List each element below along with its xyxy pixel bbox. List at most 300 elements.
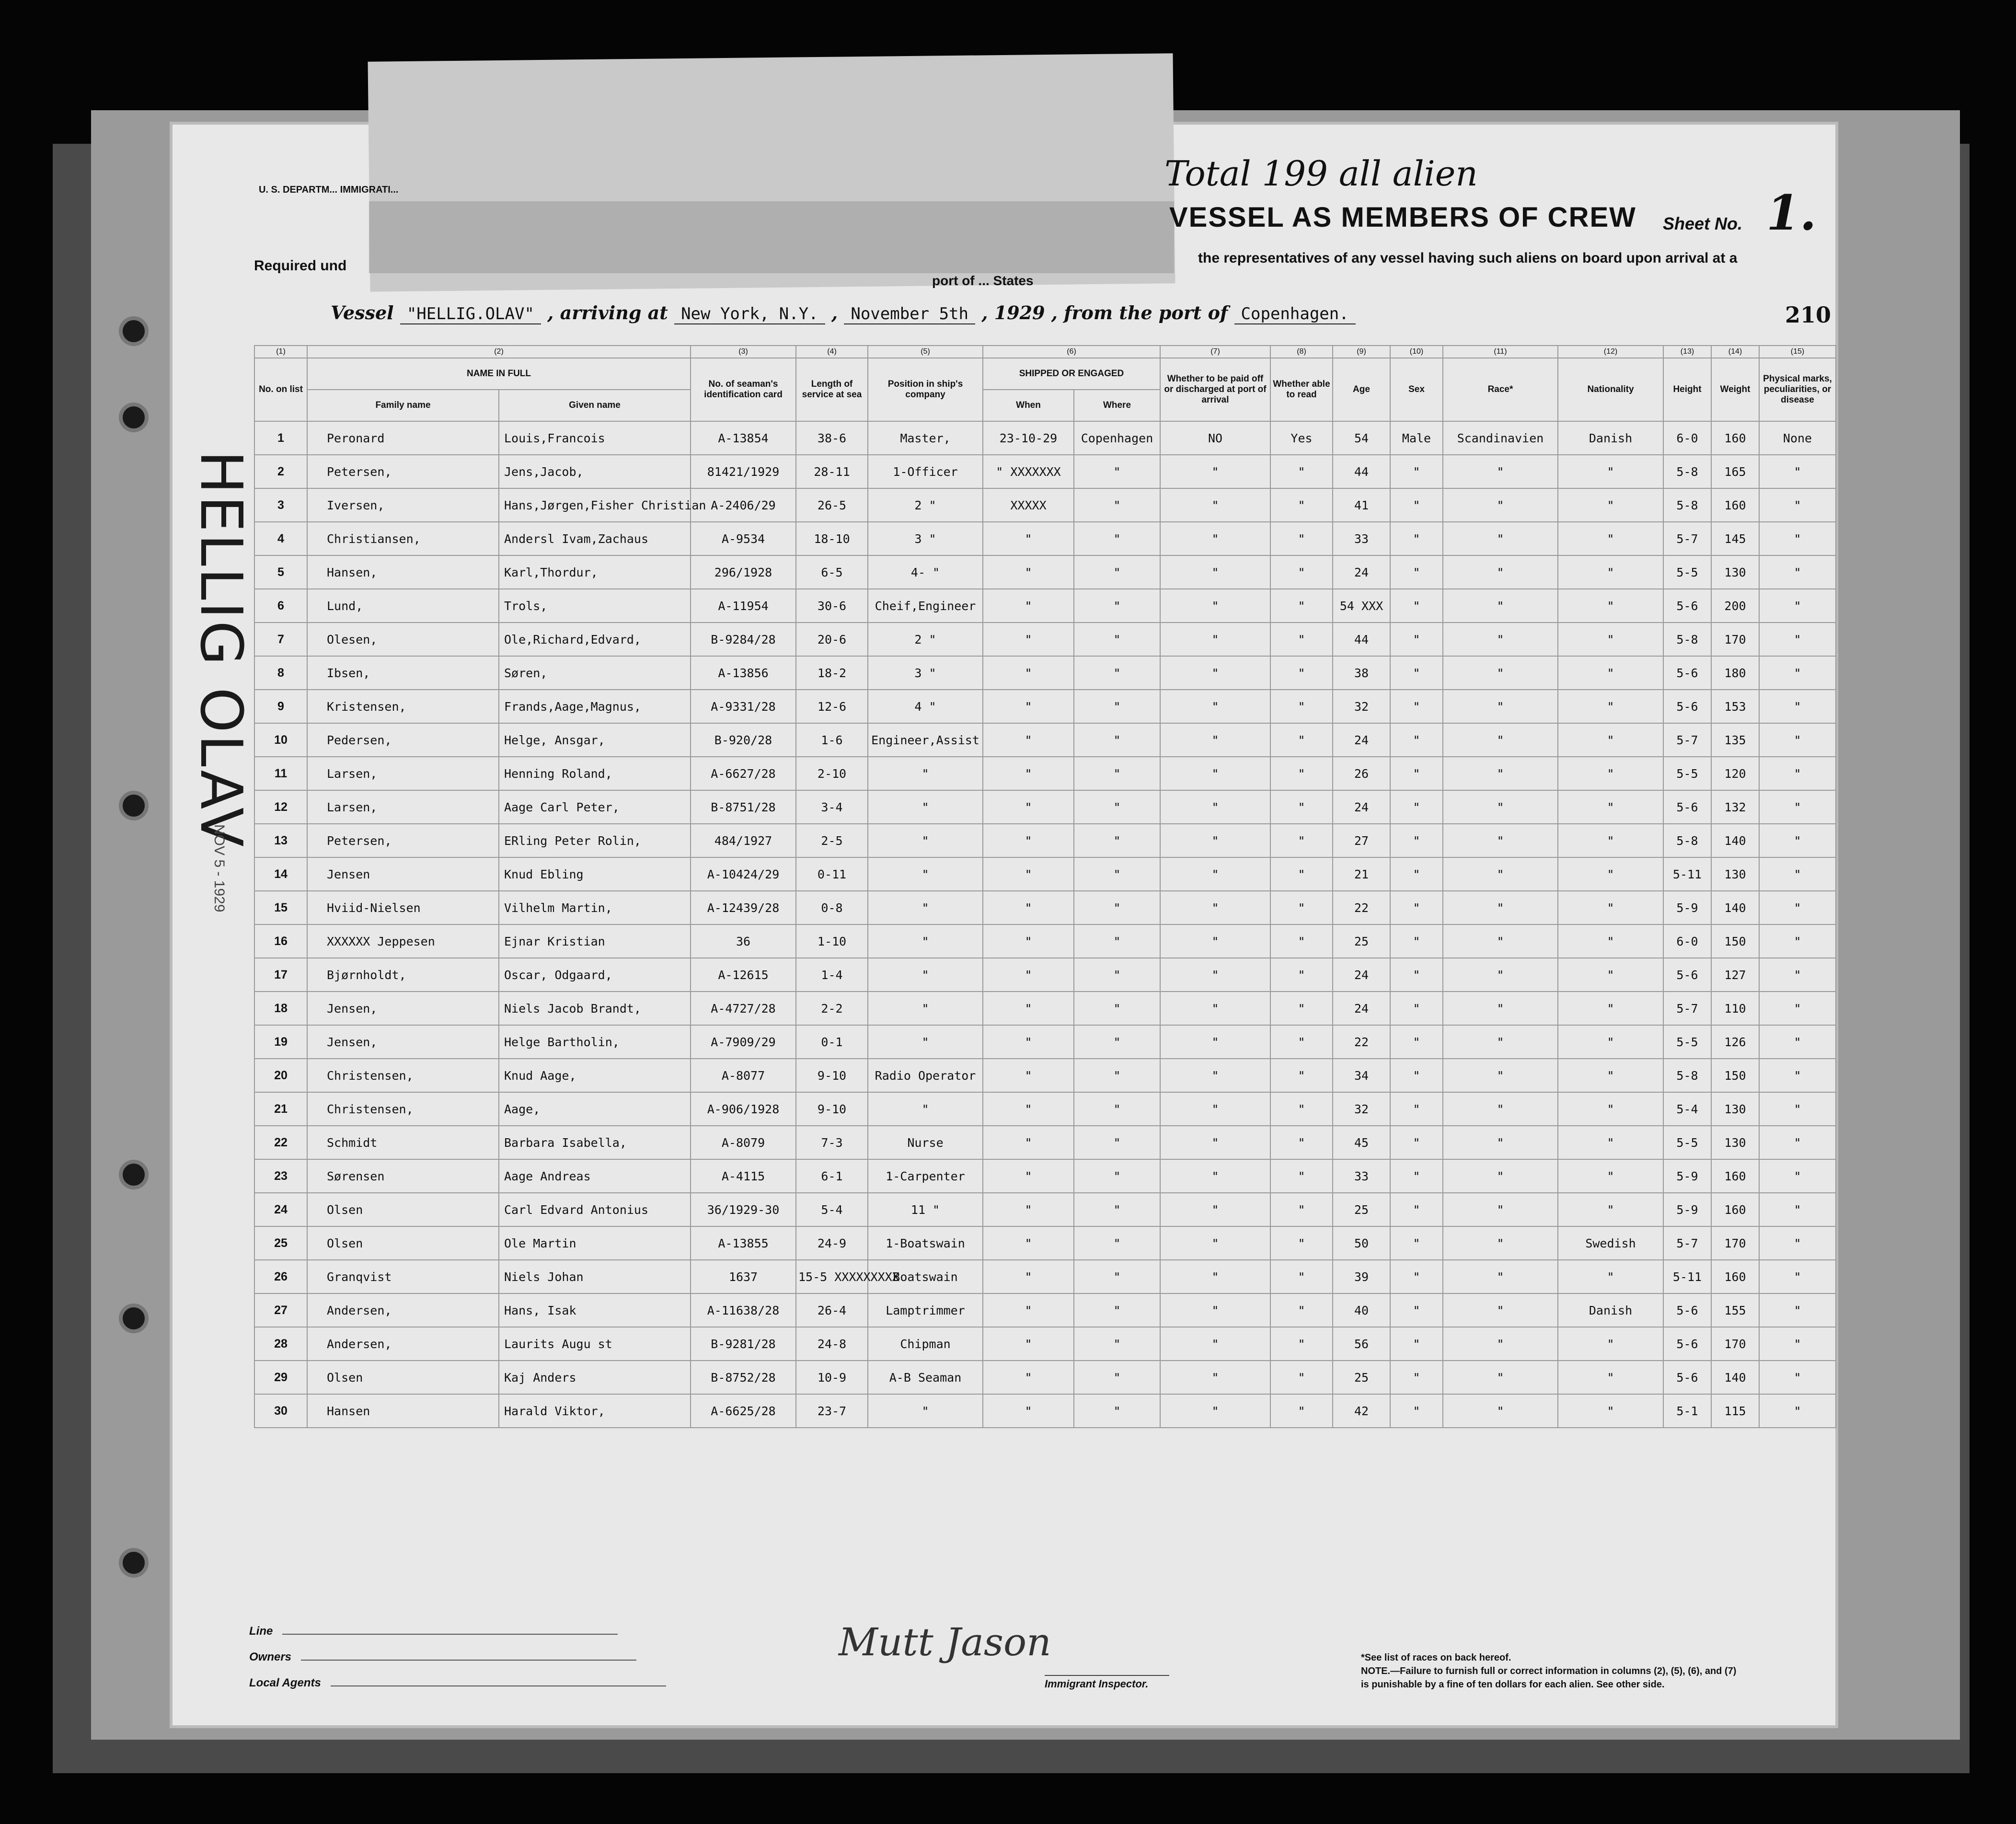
paid-off-cell: " (1160, 623, 1270, 656)
weight-cell: 165 (1711, 455, 1759, 488)
able-to-read-cell: " (1270, 790, 1333, 824)
position-cell: " (868, 1092, 983, 1126)
family-name-cell: Petersen, (307, 824, 499, 857)
service-length-cell: 1-6 (796, 723, 868, 757)
line-underline (282, 1634, 618, 1635)
header-length-service: Length of service at sea (796, 358, 868, 421)
service-length-cell: 23-7 (796, 1394, 868, 1428)
paid-off-cell: " (1160, 1226, 1270, 1260)
height-cell: 5-5 (1663, 757, 1711, 790)
colnum: (11) (1443, 346, 1558, 358)
nationality-cell: " (1558, 891, 1663, 924)
row-number-cell: 10 (254, 723, 307, 757)
nationality-cell: " (1558, 824, 1663, 857)
row-number-cell: 3 (254, 488, 307, 522)
shipped-when-cell: XXXXX (983, 488, 1074, 522)
table-row (254, 924, 1836, 958)
header-height: Height (1663, 358, 1711, 421)
shipped-where-cell: " (1074, 723, 1160, 757)
physical-marks-cell: " (1759, 857, 1836, 891)
race-cell: " (1443, 690, 1558, 723)
physical-marks-cell: " (1759, 992, 1836, 1025)
sheet-number (1663, 185, 1816, 241)
binder-hole (119, 791, 149, 820)
id-card-cell: A-8079 (691, 1126, 796, 1159)
shipped-when-cell: " (983, 522, 1074, 555)
able-to-read-cell: " (1270, 1092, 1333, 1126)
colnum: (4) (796, 346, 868, 358)
weight-cell: 153 (1711, 690, 1759, 723)
nationality-cell: " (1558, 690, 1663, 723)
sex-cell: " (1390, 555, 1443, 589)
service-length-cell: 2-5 (796, 824, 868, 857)
position-cell: " (868, 757, 983, 790)
race-cell: " (1443, 1126, 1558, 1159)
race-cell: " (1443, 1059, 1558, 1092)
able-to-read-cell: " (1270, 1226, 1333, 1260)
sheet-no-value: 1. (1766, 185, 1817, 241)
colnum: (3) (691, 346, 796, 358)
table-row (254, 1059, 1836, 1092)
footer-fields (249, 1625, 666, 1702)
line-label: Line (249, 1625, 273, 1638)
race-cell: " (1443, 555, 1558, 589)
handwritten-vessel-name: HELLIG OLAV (187, 450, 254, 849)
sex-cell: " (1390, 857, 1443, 891)
paid-off-cell: " (1160, 1293, 1270, 1327)
header-age: Age (1333, 358, 1390, 421)
binder-hole (119, 316, 149, 346)
age-cell: 45 (1333, 1126, 1390, 1159)
shipped-where-cell: " (1074, 1159, 1160, 1193)
height-cell: 5-5 (1663, 1126, 1711, 1159)
paid-off-cell: " (1160, 757, 1270, 790)
race-cell: " (1443, 1159, 1558, 1193)
header-when: When (983, 390, 1074, 421)
position-cell: 2 " (868, 488, 983, 522)
height-cell: 5-8 (1663, 488, 1711, 522)
id-card-cell: 1637 (691, 1260, 796, 1293)
physical-marks-cell: " (1759, 589, 1836, 623)
id-card-cell: A-12439/28 (691, 891, 796, 924)
weight-cell: 130 (1711, 1092, 1759, 1126)
table-row (254, 1260, 1836, 1293)
physical-marks-cell: " (1759, 1293, 1836, 1327)
family-name-cell: Sørensen (307, 1159, 499, 1193)
family-name-cell: Petersen, (307, 455, 499, 488)
binder-hole (119, 1548, 149, 1578)
row-number-cell: 14 (254, 857, 307, 891)
age-cell: 24 (1333, 555, 1390, 589)
service-length-cell: 20-6 (796, 623, 868, 656)
nationality-cell: " (1558, 958, 1663, 992)
physical-marks-cell: " (1759, 757, 1836, 790)
physical-marks-cell: " (1759, 555, 1836, 589)
shipped-where-cell: " (1074, 1193, 1160, 1226)
id-card-cell: A-12615 (691, 958, 796, 992)
race-cell: " (1443, 891, 1558, 924)
shipped-where-cell: " (1074, 824, 1160, 857)
service-length-cell: 5-4 (796, 1193, 868, 1226)
able-to-read-cell: " (1270, 857, 1333, 891)
shipped-where-cell: " (1074, 488, 1160, 522)
given-name-cell: Ejnar Kristian (499, 924, 691, 958)
header-shipped: SHIPPED OR ENGAGED (983, 358, 1160, 390)
physical-marks-cell: " (1759, 1159, 1836, 1193)
sex-cell: " (1390, 1025, 1443, 1059)
position-cell: 1-Officer (868, 455, 983, 488)
height-cell: 5-9 (1663, 1193, 1711, 1226)
footer-line-field (249, 1625, 666, 1638)
table-row (254, 824, 1836, 857)
race-cell: " (1443, 1092, 1558, 1126)
height-cell: 5-11 (1663, 1260, 1711, 1293)
age-cell: 25 (1333, 924, 1390, 958)
shipped-where-cell: " (1074, 891, 1160, 924)
nationality-cell: " (1558, 1361, 1663, 1394)
header-weight: Weight (1711, 358, 1759, 421)
height-cell: 5-7 (1663, 1226, 1711, 1260)
given-name-cell: Knud Ebling (499, 857, 691, 891)
table-row (254, 555, 1836, 589)
paid-off-cell: " (1160, 891, 1270, 924)
service-length-cell: 18-10 (796, 522, 868, 555)
physical-marks-cell: None (1759, 421, 1836, 455)
race-cell: " (1443, 1193, 1558, 1226)
shipped-where-cell: " (1074, 757, 1160, 790)
given-name-cell: Aage Carl Peter, (499, 790, 691, 824)
weight-cell: 170 (1711, 1226, 1759, 1260)
row-number-cell: 16 (254, 924, 307, 958)
from-label: , from the port of (1051, 302, 1228, 323)
service-length-cell: 9-10 (796, 1092, 868, 1126)
row-number-cell: 27 (254, 1293, 307, 1327)
crew-table (254, 345, 1836, 1428)
given-name-cell: Jens,Jacob, (499, 455, 691, 488)
physical-marks-cell: " (1759, 723, 1836, 757)
age-cell: 39 (1333, 1260, 1390, 1293)
paid-off-cell: " (1160, 1193, 1270, 1226)
given-name-cell: Karl,Thordur, (499, 555, 691, 589)
physical-marks-cell: " (1759, 1361, 1836, 1394)
service-length-cell: 0-11 (796, 857, 868, 891)
age-cell: 54 (1333, 421, 1390, 455)
sex-cell: " (1390, 924, 1443, 958)
given-name-cell: Niels Johan (499, 1260, 691, 1293)
table-row (254, 958, 1836, 992)
weight-cell: 150 (1711, 924, 1759, 958)
service-length-cell: 6-5 (796, 555, 868, 589)
able-to-read-cell: " (1270, 1059, 1333, 1092)
row-number-cell: 28 (254, 1327, 307, 1361)
sex-cell: " (1390, 1159, 1443, 1193)
given-name-cell: Frands,Aage,Magnus, (499, 690, 691, 723)
family-name-cell: Christensen, (307, 1059, 499, 1092)
required-text-2: the representatives of any vessel having such aliens on board upon arrival at a (1198, 250, 1738, 266)
given-name-cell: Søren, (499, 656, 691, 690)
age-cell: 54 XXX (1333, 589, 1390, 623)
id-card-cell: A-11638/28 (691, 1293, 796, 1327)
given-name-cell: Kaj Anders (499, 1361, 691, 1394)
weight-cell: 200 (1711, 589, 1759, 623)
able-to-read-cell: Yes (1270, 421, 1333, 455)
id-card-cell: A-8077 (691, 1059, 796, 1092)
weight-cell: 130 (1711, 1126, 1759, 1159)
from-port: Copenhagen. (1234, 304, 1356, 324)
weight-cell: 145 (1711, 522, 1759, 555)
service-length-cell: 3-4 (796, 790, 868, 824)
shipped-where-cell: " (1074, 1092, 1160, 1126)
nationality-cell: " (1558, 924, 1663, 958)
position-cell: 3 " (868, 656, 983, 690)
row-number-cell: 4 (254, 522, 307, 555)
nationality-cell: " (1558, 1394, 1663, 1428)
id-card-cell: A-7909/29 (691, 1025, 796, 1059)
position-cell: " (868, 924, 983, 958)
table-row (254, 891, 1836, 924)
position-cell: 1-Boatswain (868, 1226, 983, 1260)
given-name-cell: Oscar, Odgaard, (499, 958, 691, 992)
sex-cell: " (1390, 623, 1443, 656)
sex-cell: " (1390, 1327, 1443, 1361)
position-cell: " (868, 824, 983, 857)
row-number-cell: 12 (254, 790, 307, 824)
paid-off-cell: NO (1160, 421, 1270, 455)
row-number-cell: 20 (254, 1059, 307, 1092)
physical-marks-cell: " (1759, 1260, 1836, 1293)
shipped-when-cell: " (983, 824, 1074, 857)
age-cell: 22 (1333, 1025, 1390, 1059)
race-cell: " (1443, 1226, 1558, 1260)
nationality-cell: " (1558, 723, 1663, 757)
service-length-cell: 28-11 (796, 455, 868, 488)
shipped-where-cell: " (1074, 1394, 1160, 1428)
able-to-read-cell: " (1270, 1327, 1333, 1361)
physical-marks-cell: " (1759, 488, 1836, 522)
shipped-where-cell: " (1074, 1361, 1160, 1394)
able-to-read-cell: " (1270, 891, 1333, 924)
vessel-name: "HELLIG.OLAV" (400, 304, 541, 324)
year-value: 29 (1019, 302, 1045, 323)
header-family-name: Family name (307, 390, 499, 421)
table-row (254, 1293, 1836, 1327)
shipped-when-cell: " (983, 690, 1074, 723)
position-cell: " (868, 1394, 983, 1428)
sex-cell: " (1390, 757, 1443, 790)
shipped-when-cell: " (983, 1193, 1074, 1226)
shipped-when-cell: " (983, 589, 1074, 623)
paid-off-cell: " (1160, 1159, 1270, 1193)
race-cell: " (1443, 723, 1558, 757)
sex-cell: " (1390, 1293, 1443, 1327)
weight-cell: 170 (1711, 1327, 1759, 1361)
height-cell: 5-6 (1663, 589, 1711, 623)
id-card-cell: A-10424/29 (691, 857, 796, 891)
nationality-cell: " (1558, 455, 1663, 488)
table-row (254, 690, 1836, 723)
height-cell: 5-8 (1663, 623, 1711, 656)
race-cell: " (1443, 992, 1558, 1025)
race-cell: " (1443, 1361, 1558, 1394)
binder-hole (119, 403, 149, 432)
age-cell: 32 (1333, 690, 1390, 723)
shipped-where-cell: " (1074, 455, 1160, 488)
age-cell: 24 (1333, 958, 1390, 992)
id-card-cell: 296/1928 (691, 555, 796, 589)
weight-cell: 160 (1711, 421, 1759, 455)
weight-cell: 115 (1711, 1394, 1759, 1428)
id-card-cell: 36/1929-30 (691, 1193, 796, 1226)
table-row (254, 421, 1836, 455)
able-to-read-cell: " (1270, 656, 1333, 690)
given-name-cell: Trols, (499, 589, 691, 623)
weight-cell: 127 (1711, 958, 1759, 992)
age-cell: 25 (1333, 1193, 1390, 1226)
sex-cell: " (1390, 891, 1443, 924)
shipped-where-cell: " (1074, 1226, 1160, 1260)
owners-underline (301, 1660, 636, 1661)
physical-marks-cell: " (1759, 522, 1836, 555)
inspector-signature: Mutt Jason (839, 1620, 1051, 1664)
race-cell: " (1443, 857, 1558, 891)
id-card-cell: A-13854 (691, 421, 796, 455)
shipped-when-cell: " (983, 1394, 1074, 1428)
race-cell: " (1443, 1327, 1558, 1361)
age-cell: 24 (1333, 723, 1390, 757)
note-fine: is punishable by a fine of ten dollars for each alien. See other side. (1361, 1679, 1665, 1690)
colnum: (10) (1390, 346, 1443, 358)
race-cell: " (1443, 824, 1558, 857)
age-cell: 41 (1333, 488, 1390, 522)
nationality-cell: " (1558, 522, 1663, 555)
height-cell: 5-1 (1663, 1394, 1711, 1428)
height-cell: 5-7 (1663, 723, 1711, 757)
table-row (254, 1092, 1836, 1126)
sex-cell: " (1390, 1226, 1443, 1260)
shipped-where-cell: " (1074, 857, 1160, 891)
id-card-cell: A-9331/28 (691, 690, 796, 723)
physical-marks-cell: " (1759, 1327, 1836, 1361)
sex-cell: " (1390, 690, 1443, 723)
nationality-cell: " (1558, 488, 1663, 522)
table-row (254, 723, 1836, 757)
service-length-cell: 9-10 (796, 1059, 868, 1092)
age-cell: 21 (1333, 857, 1390, 891)
row-number-cell: 23 (254, 1159, 307, 1193)
colnum: (13) (1663, 346, 1711, 358)
height-cell: 5-11 (1663, 857, 1711, 891)
given-name-cell: Andersl Ivam,Zachaus (499, 522, 691, 555)
shipped-where-cell: " (1074, 555, 1160, 589)
race-cell: " (1443, 488, 1558, 522)
family-name-cell: Larsen, (307, 790, 499, 824)
table-row (254, 1327, 1836, 1361)
able-to-read-cell: " (1270, 1260, 1333, 1293)
sex-cell: " (1390, 1126, 1443, 1159)
race-cell: " (1443, 1394, 1558, 1428)
shipped-when-cell: " (983, 623, 1074, 656)
id-card-cell: 36 (691, 924, 796, 958)
id-card-cell: B-9284/28 (691, 623, 796, 656)
race-cell: " (1443, 790, 1558, 824)
given-name-cell: Hans,Jørgen,Fisher Christian (499, 488, 691, 522)
service-length-cell: 1-10 (796, 924, 868, 958)
row-number-cell: 8 (254, 656, 307, 690)
able-to-read-cell: " (1270, 455, 1333, 488)
row-number-cell: 19 (254, 1025, 307, 1059)
position-cell: " (868, 891, 983, 924)
family-name-cell: Christensen, (307, 1092, 499, 1126)
nationality-cell: " (1558, 555, 1663, 589)
paid-off-cell: " (1160, 1025, 1270, 1059)
family-name-cell: Olsen (307, 1226, 499, 1260)
header-name-in-full: NAME IN FULL (307, 358, 691, 390)
weight-cell: 135 (1711, 723, 1759, 757)
position-cell: A-B Seaman (868, 1361, 983, 1394)
shipped-when-cell: " (983, 958, 1074, 992)
family-name-cell: Pedersen, (307, 723, 499, 757)
form-title: VESSEL AS MEMBERS OF CREW (1169, 202, 1636, 233)
physical-marks-cell: " (1759, 1092, 1836, 1126)
service-length-cell: 2-10 (796, 757, 868, 790)
header-paid-off: Whether to be paid off or discharged at port of arrival (1160, 358, 1270, 421)
nationality-cell: " (1558, 1193, 1663, 1226)
shipped-where-cell: " (1074, 690, 1160, 723)
header-given-name: Given name (499, 390, 691, 421)
header-marks: Physical marks, peculiarities, or disease (1759, 358, 1836, 421)
nationality-cell: " (1558, 1159, 1663, 1193)
shipped-when-cell: " (983, 924, 1074, 958)
binder-hole (119, 1160, 149, 1189)
family-name-cell: Iversen, (307, 488, 499, 522)
shipped-when-cell: " (983, 992, 1074, 1025)
total-note: Total 199 all alien (1164, 153, 1478, 194)
given-name-cell: Aage Andreas (499, 1159, 691, 1193)
height-cell: 5-6 (1663, 656, 1711, 690)
service-length-cell: 10-9 (796, 1361, 868, 1394)
sex-cell: " (1390, 1361, 1443, 1394)
shipped-when-cell: " (983, 1327, 1074, 1361)
paid-off-cell: " (1160, 857, 1270, 891)
date-stamp: NOV 5 - 1929 (211, 824, 227, 912)
able-to-read-cell: " (1270, 723, 1333, 757)
height-cell: 5-5 (1663, 555, 1711, 589)
id-card-cell: A-2406/29 (691, 488, 796, 522)
weight-cell: 180 (1711, 656, 1759, 690)
paid-off-cell: " (1160, 824, 1270, 857)
shipped-where-cell: " (1074, 1260, 1160, 1293)
shipped-when-cell: " (983, 1092, 1074, 1126)
age-cell: 38 (1333, 656, 1390, 690)
able-to-read-cell: " (1270, 1394, 1333, 1428)
physical-marks-cell: " (1759, 1126, 1836, 1159)
colnum: (2) (307, 346, 691, 358)
table-row (254, 1226, 1836, 1260)
position-cell: 2 " (868, 623, 983, 656)
given-name-cell: Ole,Richard,Edvard, (499, 623, 691, 656)
table-row (254, 1361, 1836, 1394)
header-read: Whether able to read (1270, 358, 1333, 421)
colnum: (8) (1270, 346, 1333, 358)
row-number-cell: 13 (254, 824, 307, 857)
id-card-cell: A-11954 (691, 589, 796, 623)
paid-off-cell: " (1160, 455, 1270, 488)
shipped-when-cell: " (983, 891, 1074, 924)
id-card-cell: A-9534 (691, 522, 796, 555)
weight-cell: 160 (1711, 1193, 1759, 1226)
shipped-when-cell: " (983, 1159, 1074, 1193)
given-name-cell: Harald Viktor, (499, 1394, 691, 1428)
